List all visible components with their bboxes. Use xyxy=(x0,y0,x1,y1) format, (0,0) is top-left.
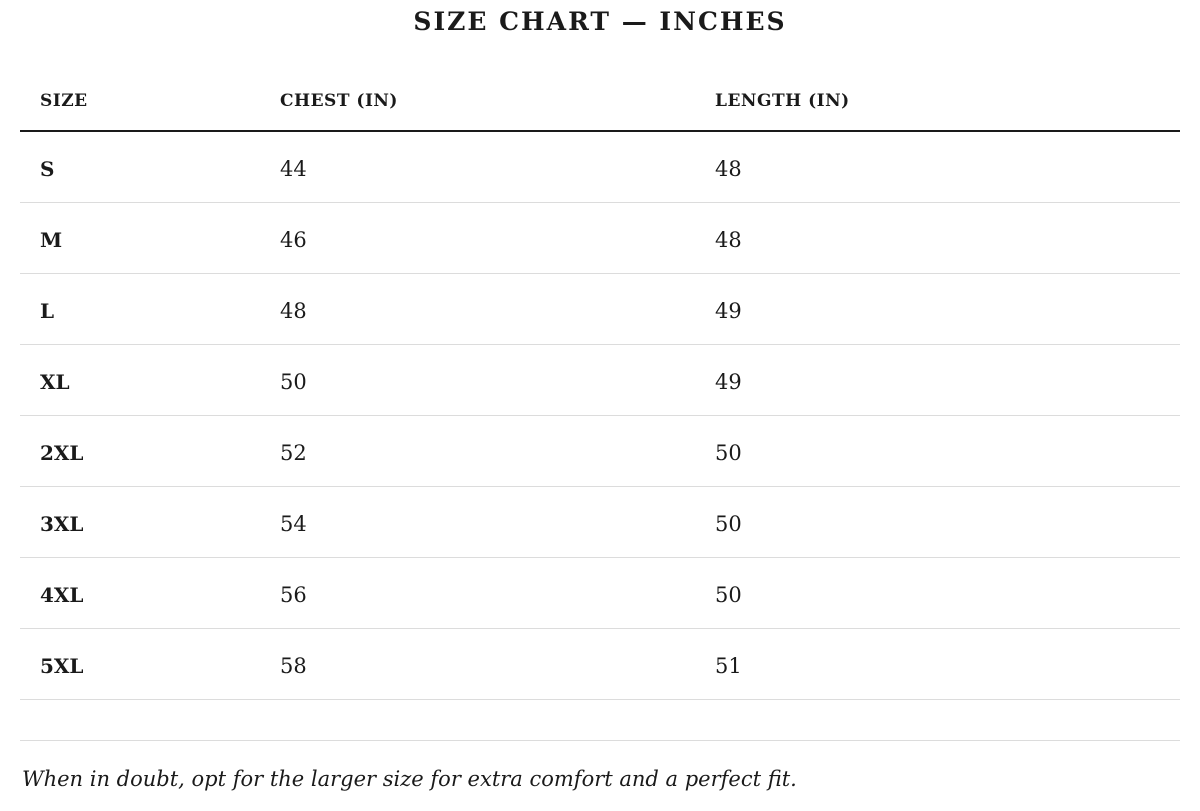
length-cell: 48 xyxy=(715,228,742,252)
length-cell: 50 xyxy=(715,441,742,465)
table-row xyxy=(20,416,1180,487)
page-title: SIZE CHART — INCHES xyxy=(413,7,787,36)
fit-note: When in doubt, opt for the larger size for extra comfort and a perfect fit. xyxy=(22,767,797,791)
size-chart-table xyxy=(20,68,1180,741)
length-cell: 50 xyxy=(715,512,742,536)
table-row xyxy=(20,274,1180,345)
size-cell: L xyxy=(40,299,55,323)
table-row xyxy=(20,487,1180,558)
table-header xyxy=(20,68,1180,132)
header-length: LENGTH (IN) xyxy=(715,91,850,111)
size-cell: M xyxy=(40,228,63,252)
length-cell: 49 xyxy=(715,370,742,394)
table-row xyxy=(20,345,1180,416)
chest-cell: 52 xyxy=(280,441,307,465)
chest-cell: 50 xyxy=(280,370,307,394)
table-row xyxy=(20,558,1180,629)
chest-cell: 56 xyxy=(280,583,307,607)
chest-cell: 44 xyxy=(280,157,307,181)
size-cell: 2XL xyxy=(40,441,84,465)
length-cell: 51 xyxy=(715,654,742,678)
size-cell: XL xyxy=(40,370,70,394)
length-cell: 50 xyxy=(715,583,742,607)
chest-cell: 58 xyxy=(280,654,307,678)
table-row xyxy=(20,629,1180,700)
chest-cell: 54 xyxy=(280,512,307,536)
table-divider xyxy=(20,700,1180,741)
table-row xyxy=(20,203,1180,274)
chest-cell: 46 xyxy=(280,228,307,252)
size-cell: 5XL xyxy=(40,654,84,678)
header-chest: CHEST (IN) xyxy=(280,91,398,111)
chest-cell: 48 xyxy=(280,299,307,323)
size-cell: 4XL xyxy=(40,583,84,607)
length-cell: 48 xyxy=(715,157,742,181)
size-cell: 3XL xyxy=(40,512,84,536)
header-size: SIZE xyxy=(40,91,88,111)
length-cell: 49 xyxy=(715,299,742,323)
size-cell: S xyxy=(40,157,55,181)
table-row xyxy=(20,132,1180,203)
